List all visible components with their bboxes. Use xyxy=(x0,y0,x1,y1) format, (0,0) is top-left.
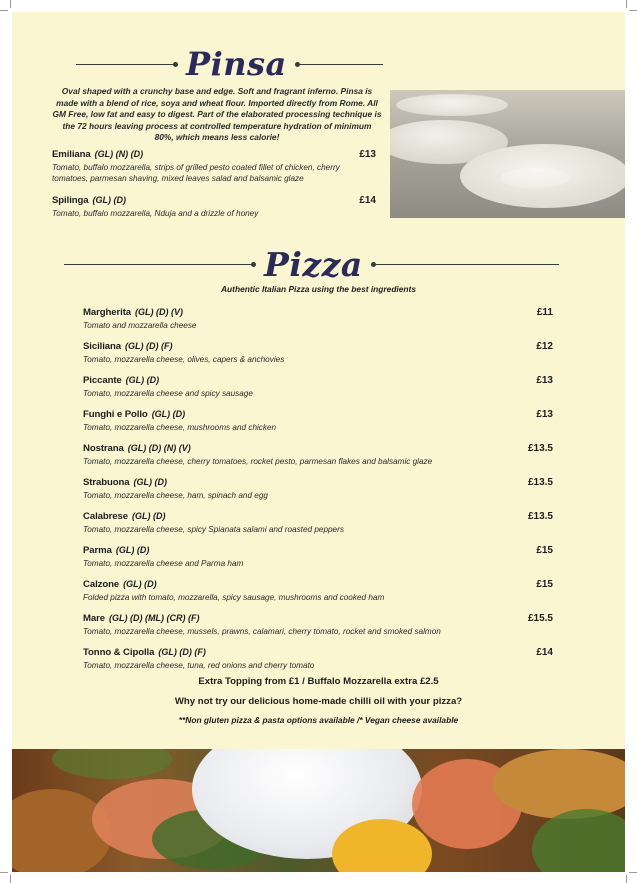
heading-rule-left xyxy=(64,264,254,265)
crop-mark xyxy=(0,872,8,873)
item-description: Tomato, buffalo mozzarella, Nduja and a drizzle of honey xyxy=(52,209,259,218)
item-price: £15 xyxy=(536,579,553,590)
chilli-oil-note: Why not try our delicious home-made chilli oil with your pizza? xyxy=(174,696,463,707)
item-description: Tomato, mozzarella cheese, ham, spinach and egg xyxy=(83,491,268,500)
item-tags: (GL) (D) xyxy=(123,579,157,589)
crop-mark xyxy=(0,10,8,11)
item-tags: (GL) (D) xyxy=(131,511,166,521)
crop-mark xyxy=(10,875,11,883)
pinsa-heading xyxy=(76,45,383,83)
item-name: Tonno & Cipolla xyxy=(83,647,155,658)
item-price: £15 xyxy=(536,545,553,556)
pizza-title: Pizza xyxy=(264,245,363,284)
menu-item xyxy=(83,472,553,502)
item-description: Tomato, mozzarella cheese and spicy sausage xyxy=(83,389,253,398)
item-description: Tomato, mozzarella cheese, mussels, prawns, calamari, cherry tomato, rocket and smoked salmon xyxy=(83,627,441,636)
item-description: Tomato, mozzarella cheese, spicy Spianata salami and roasted peppers xyxy=(83,525,344,534)
item-name: Strabuona xyxy=(83,477,130,488)
item-name: Mare xyxy=(83,613,105,624)
extra-topping-note: Extra Topping from £1 / Buffalo Mozzarella extra £2.5 xyxy=(198,676,439,687)
heading-rule-right xyxy=(297,64,383,65)
item-tags: (GL) (D) (V) xyxy=(135,307,184,317)
menu-item xyxy=(83,404,553,434)
crop-mark xyxy=(629,10,637,11)
heading-rule-left xyxy=(76,64,176,65)
item-description: Tomato, mozzarella cheese, cherry tomatoes, rocket pesto, parmesan flakes and balsamic glaze xyxy=(83,457,433,466)
item-description: Tomato, mozzarella cheese, olives, capers & anchovies xyxy=(83,355,285,364)
item-name: Parma xyxy=(83,545,112,556)
item-description: Tomato, mozzarella cheese, mushrooms and chicken xyxy=(83,423,277,432)
item-tags: (GL) (D) xyxy=(115,545,150,555)
pinsa-intro: Oval shaped with a crunchy base and edge. Soft and fragrant inferno. Pinsa is made with a blend of rice, soya and wheat flour. Imported directly from Rome. All GM Free, low fat and easy to digest. Part of the elaborated processing technique is the 72 hours leaving process at controlled temperature hydration of minimum 80%, which means less calorie! xyxy=(52,86,382,142)
item-price: £11 xyxy=(536,307,553,318)
pinsa-dough-photo xyxy=(390,90,625,218)
item-tags: (GL) (N) (D) xyxy=(94,149,144,159)
item-name: Emiliana xyxy=(52,149,91,160)
item-name: Siciliana xyxy=(83,341,122,352)
item-price: £13 xyxy=(359,149,376,160)
item-name: Nostrana xyxy=(83,443,124,454)
menu-item xyxy=(52,144,376,184)
crop-mark xyxy=(629,872,637,873)
menu-item xyxy=(83,370,553,400)
menu-item xyxy=(83,506,553,536)
item-price: £13.5 xyxy=(527,443,553,454)
item-tags: (GL) (D) xyxy=(133,477,168,487)
pizza-photo xyxy=(12,749,625,872)
item-description: Tomato, mozzarella cheese and Parma ham xyxy=(83,559,244,568)
menu-item xyxy=(83,302,553,332)
item-name: Calabrese xyxy=(83,511,128,522)
item-price: £13.5 xyxy=(527,477,553,488)
menu-item xyxy=(83,540,553,570)
item-description: Tomato, mozzarella cheese, tuna, red onions and cherry tomato xyxy=(83,661,315,670)
menu-item xyxy=(83,574,553,604)
item-description: Tomato and mozzarella cheese xyxy=(83,321,197,330)
crop-mark xyxy=(626,875,627,883)
crop-mark xyxy=(626,0,627,8)
item-name: Funghi e Pollo xyxy=(83,409,148,420)
item-price: £13 xyxy=(536,375,553,386)
item-tags: (GL) (D) (F) xyxy=(125,341,173,351)
item-tags: (GL) (D) xyxy=(92,195,127,205)
item-description: Tomato, buffalo mozzarella, strips of grilled pesto coated fillet of chicken, cherry tomatoes, parmesan shaving, mixed leaves salad and balsamic glaze xyxy=(52,163,340,183)
menu-item xyxy=(83,438,553,468)
dietary-note: **Non gluten pizza & pasta options available /* Vegan cheese available xyxy=(178,715,459,725)
item-price: £15.5 xyxy=(527,613,553,624)
item-tags: (GL) (D) (ML) (CR) (F) xyxy=(109,613,200,623)
item-tags: (GL) (D) (F) xyxy=(158,647,206,657)
menu-item xyxy=(52,190,376,220)
item-price: £14 xyxy=(536,647,553,658)
crop-mark xyxy=(10,0,11,8)
item-tags: (GL) (D) xyxy=(125,375,160,385)
menu-page xyxy=(12,12,625,872)
heading-rule-right xyxy=(373,264,559,265)
item-price: £12 xyxy=(536,341,553,352)
pinsa-title: Pinsa xyxy=(186,45,287,83)
item-price: £13.5 xyxy=(527,511,553,522)
menu-item xyxy=(83,336,553,366)
item-name: Piccante xyxy=(83,375,122,386)
item-name: Margherita xyxy=(83,307,132,318)
item-name: Spilinga xyxy=(52,195,89,206)
item-tags: (GL) (D) xyxy=(151,409,186,419)
menu-item xyxy=(83,642,553,672)
pizza-heading xyxy=(64,245,559,284)
menu-item xyxy=(83,608,553,638)
item-name: Calzone xyxy=(83,579,120,590)
item-price: £13 xyxy=(536,409,553,420)
item-price: £14 xyxy=(359,195,376,206)
pizza-subtitle: Authentic Italian Pizza using the best ingredients xyxy=(221,284,416,294)
item-tags: (GL) (D) (N) (V) xyxy=(127,443,191,453)
item-description: Folded pizza with tomato, mozzarella, spicy sausage, mushrooms and cooked ham xyxy=(83,593,385,602)
